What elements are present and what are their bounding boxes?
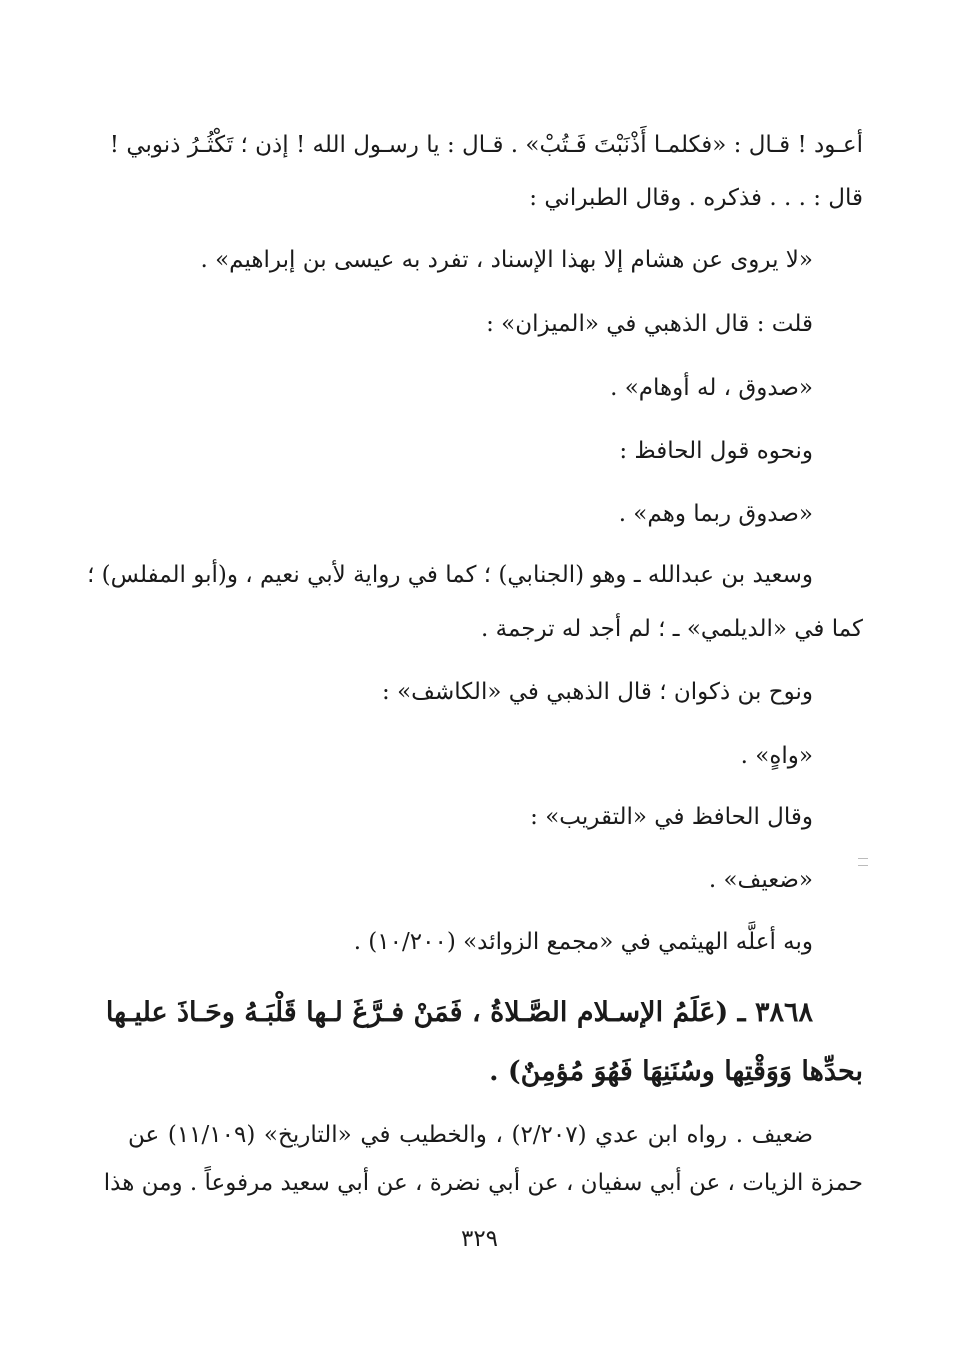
text-line-2: قال : . . . فذكره . وقال الطبراني : xyxy=(529,185,863,211)
text-line-18: حمزة الزيات ، عن أبي سفيان ، عن أبي نضرة ، عن أبي سعيد مرفوعاً . ومن هذا xyxy=(103,1170,863,1196)
text-line-7: «صدوق ربما وهم» . xyxy=(618,501,813,527)
text-line-9: كما في «الديلمي» ـ ؛ لم أجد له ترجمة . xyxy=(481,616,863,642)
text-line-11: «واهٍ» . xyxy=(740,743,813,769)
text-line-6: ونحوه قول الحافظ : xyxy=(619,438,813,464)
text-line-14: وبه أعلَّه الهيثمي في «مجمع الزوائد» (١٠/٢٠٠) . xyxy=(353,929,813,955)
page-number: ٣٢٩ xyxy=(460,1226,499,1252)
text-line-1: أعـود ! قـال : «فكلمـا أَذْنَبْتَ فَـتُبْ» . قـال : يا رسـول الله ! إذن ؛ تَكْثُـرُ ذنوبي ! xyxy=(109,132,863,158)
text-line-13: «ضعيف» . xyxy=(708,867,813,893)
hadith-heading-line-2: بحدِّها وَوَقْتِها وسُنَنِهَا فَهُوَ مُؤمِنٌ) . xyxy=(489,1056,863,1087)
hadith-heading-line-1: ٣٨٦٨ ـ (عَلَمُ الإسـلام الصَّـلاةُ ، فَمَنْ فـرَّغَ لـها قَلْبَـهُ وحَـاذَ عليـها xyxy=(105,997,813,1028)
text-line-4: قلت : قال الذهبي في «الميزان» : xyxy=(486,311,813,337)
margin-mark xyxy=(858,858,868,866)
text-line-3: «لا يروى عن هشام إلا بهذا الإسناد ، تفرد به عيسى بن إبراهيم» . xyxy=(200,247,813,273)
text-line-10: ونوح بن ذكوان ؛ قال الذهبي في «الكاشف» : xyxy=(382,679,813,705)
text-line-8: وسعيد بن عبدالله ـ وهو (الجنابي) ؛ كما في رواية لأبي نعيم ، و(أبو المفلس) ؛ xyxy=(87,562,813,588)
text-line-17: ضعيف . رواه ابن عدي (٢/٢٠٧) ، والخطيب في «التاريخ» (١١/١٠٩) عن xyxy=(128,1122,813,1148)
text-line-12: وقال الحافظ في «التقريب» : xyxy=(530,804,813,830)
text-line-5: «صدوق ، له أوهام» . xyxy=(610,375,813,401)
